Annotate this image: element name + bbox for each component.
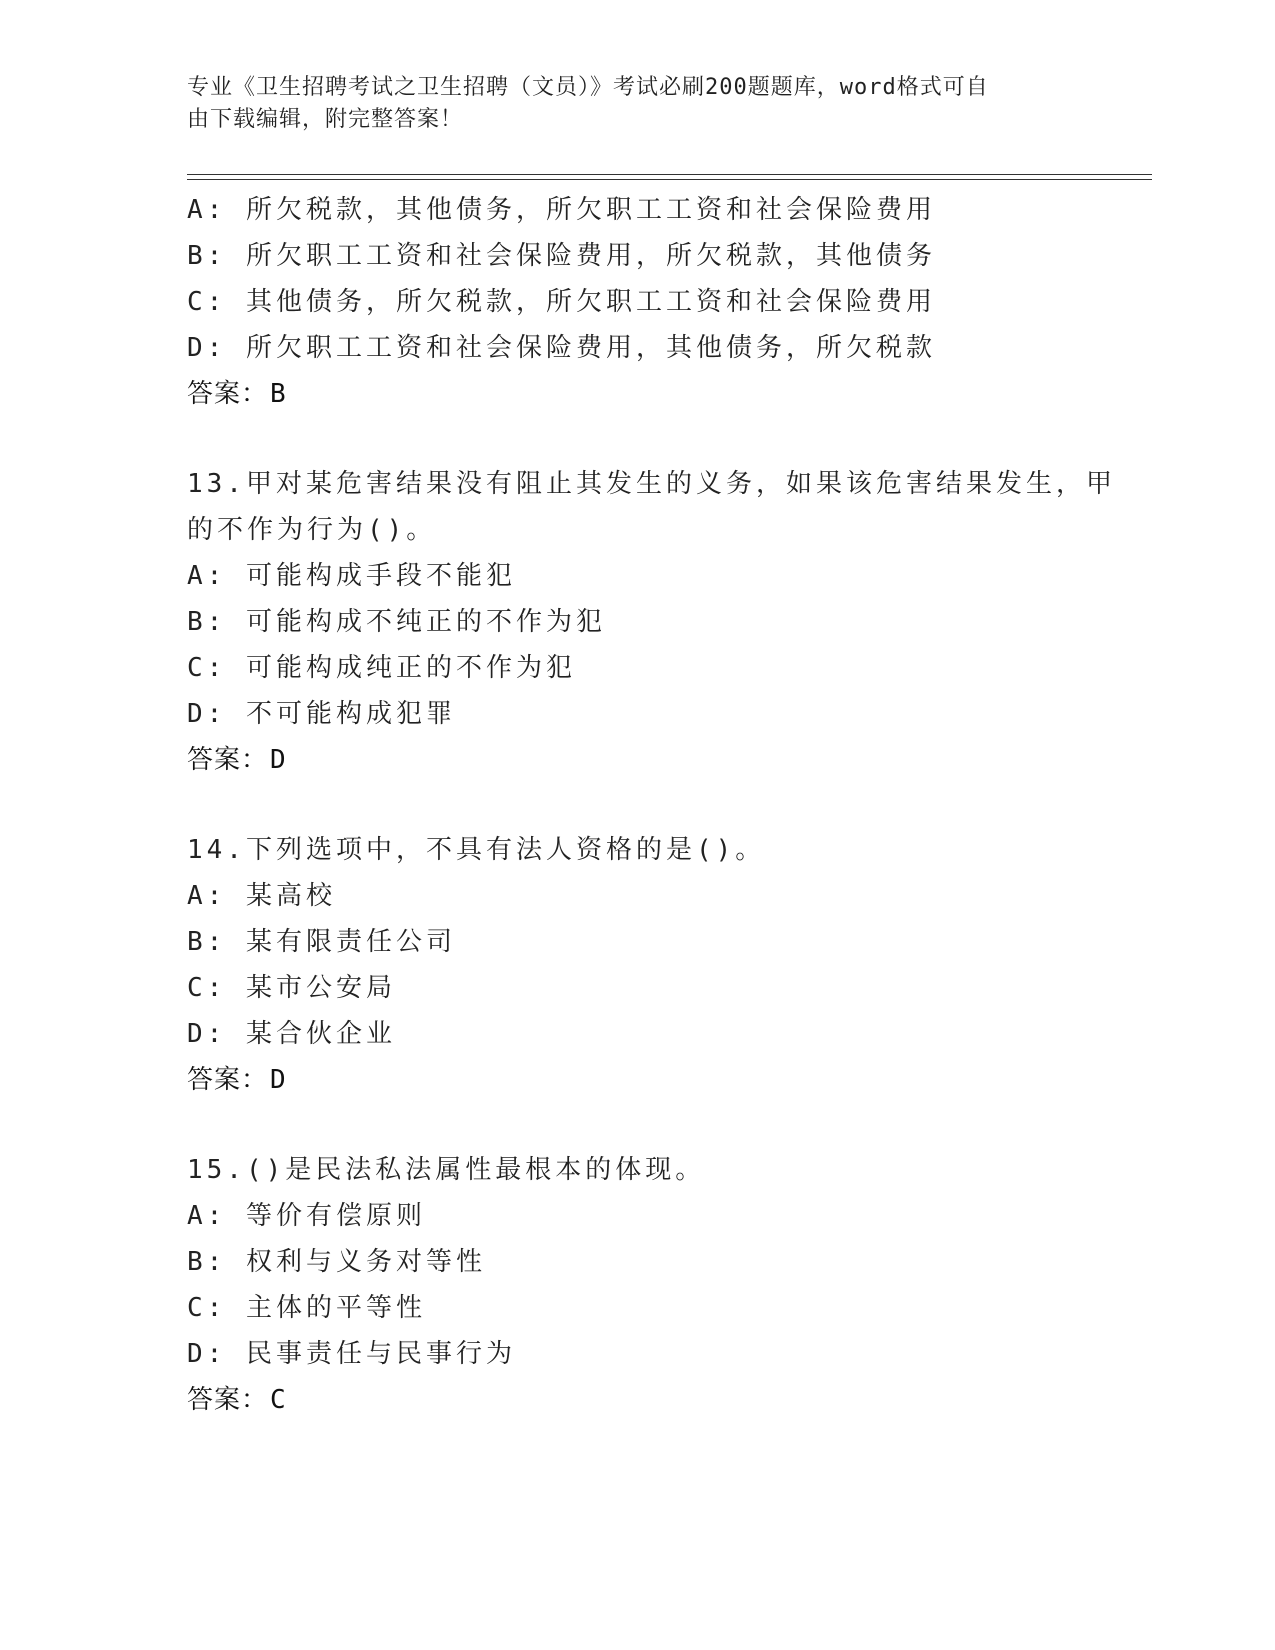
- option-d: D: 所欠职工工资和社会保险费用，其他债务，所欠税款: [187, 333, 936, 363]
- question-stem-continued: 的不作为行为()。: [187, 515, 437, 545]
- option-a: A: 等价有偿原则: [187, 1201, 426, 1231]
- option-a: A: 可能构成手段不能犯: [187, 561, 516, 591]
- answer-line: [187, 371, 1147, 417]
- option-b: B: 某有限责任公司: [187, 927, 456, 957]
- question-stem: 13.甲对某危害结果没有阻止其发生的义务，如果该危害结果发生，甲: [187, 469, 1116, 499]
- answer-label: 答案：: [187, 379, 269, 409]
- question-list: [187, 187, 1147, 1423]
- header-divider: [187, 174, 1152, 180]
- header-line-2: 由下载编辑，附完整答案！: [187, 107, 464, 132]
- question-13: [187, 461, 1147, 783]
- answer-line: [187, 737, 1147, 783]
- answer-label: 答案：: [187, 745, 269, 775]
- answer-value: C: [270, 1385, 287, 1415]
- option-b: B: 权利与义务对等性: [187, 1247, 486, 1277]
- answer-value: D: [270, 745, 287, 775]
- option-a: A: 所欠税款，其他债务，所欠职工工资和社会保险费用: [187, 195, 936, 225]
- option-b: B: 可能构成不纯正的不作为犯: [187, 607, 606, 637]
- option-a: A: 某高校: [187, 881, 336, 911]
- question-stem: 14.下列选项中，不具有法人资格的是()。: [187, 835, 766, 865]
- document-header: [187, 72, 1067, 136]
- answer-value: D: [270, 1065, 287, 1095]
- question-14: [187, 827, 1147, 1103]
- answer-label: 答案：: [187, 1385, 269, 1415]
- option-c: C: 某市公安局: [187, 973, 396, 1003]
- option-d: D: 某合伙企业: [187, 1019, 396, 1049]
- question-15: [187, 1147, 1147, 1423]
- option-d: D: 不可能构成犯罪: [187, 699, 456, 729]
- option-c: C: 主体的平等性: [187, 1293, 426, 1323]
- option-c: C: 可能构成纯正的不作为犯: [187, 653, 576, 683]
- answer-value: B: [270, 379, 287, 409]
- question-12: [187, 187, 1147, 417]
- option-c: C: 其他债务，所欠税款，所欠职工工资和社会保险费用: [187, 287, 936, 317]
- question-stem: 15.()是民法私法属性最根本的体现。: [187, 1155, 706, 1185]
- answer-line: [187, 1057, 1147, 1103]
- answer-label: 答案：: [187, 1065, 269, 1095]
- option-b: B: 所欠职工工资和社会保险费用，所欠税款，其他债务: [187, 241, 936, 271]
- answer-line: [187, 1377, 1147, 1423]
- header-line-1: 专业《卫生招聘考试之卫生招聘（文员）》考试必刷200题题库，word格式可自: [187, 75, 989, 100]
- option-d: D: 民事责任与民事行为: [187, 1339, 516, 1369]
